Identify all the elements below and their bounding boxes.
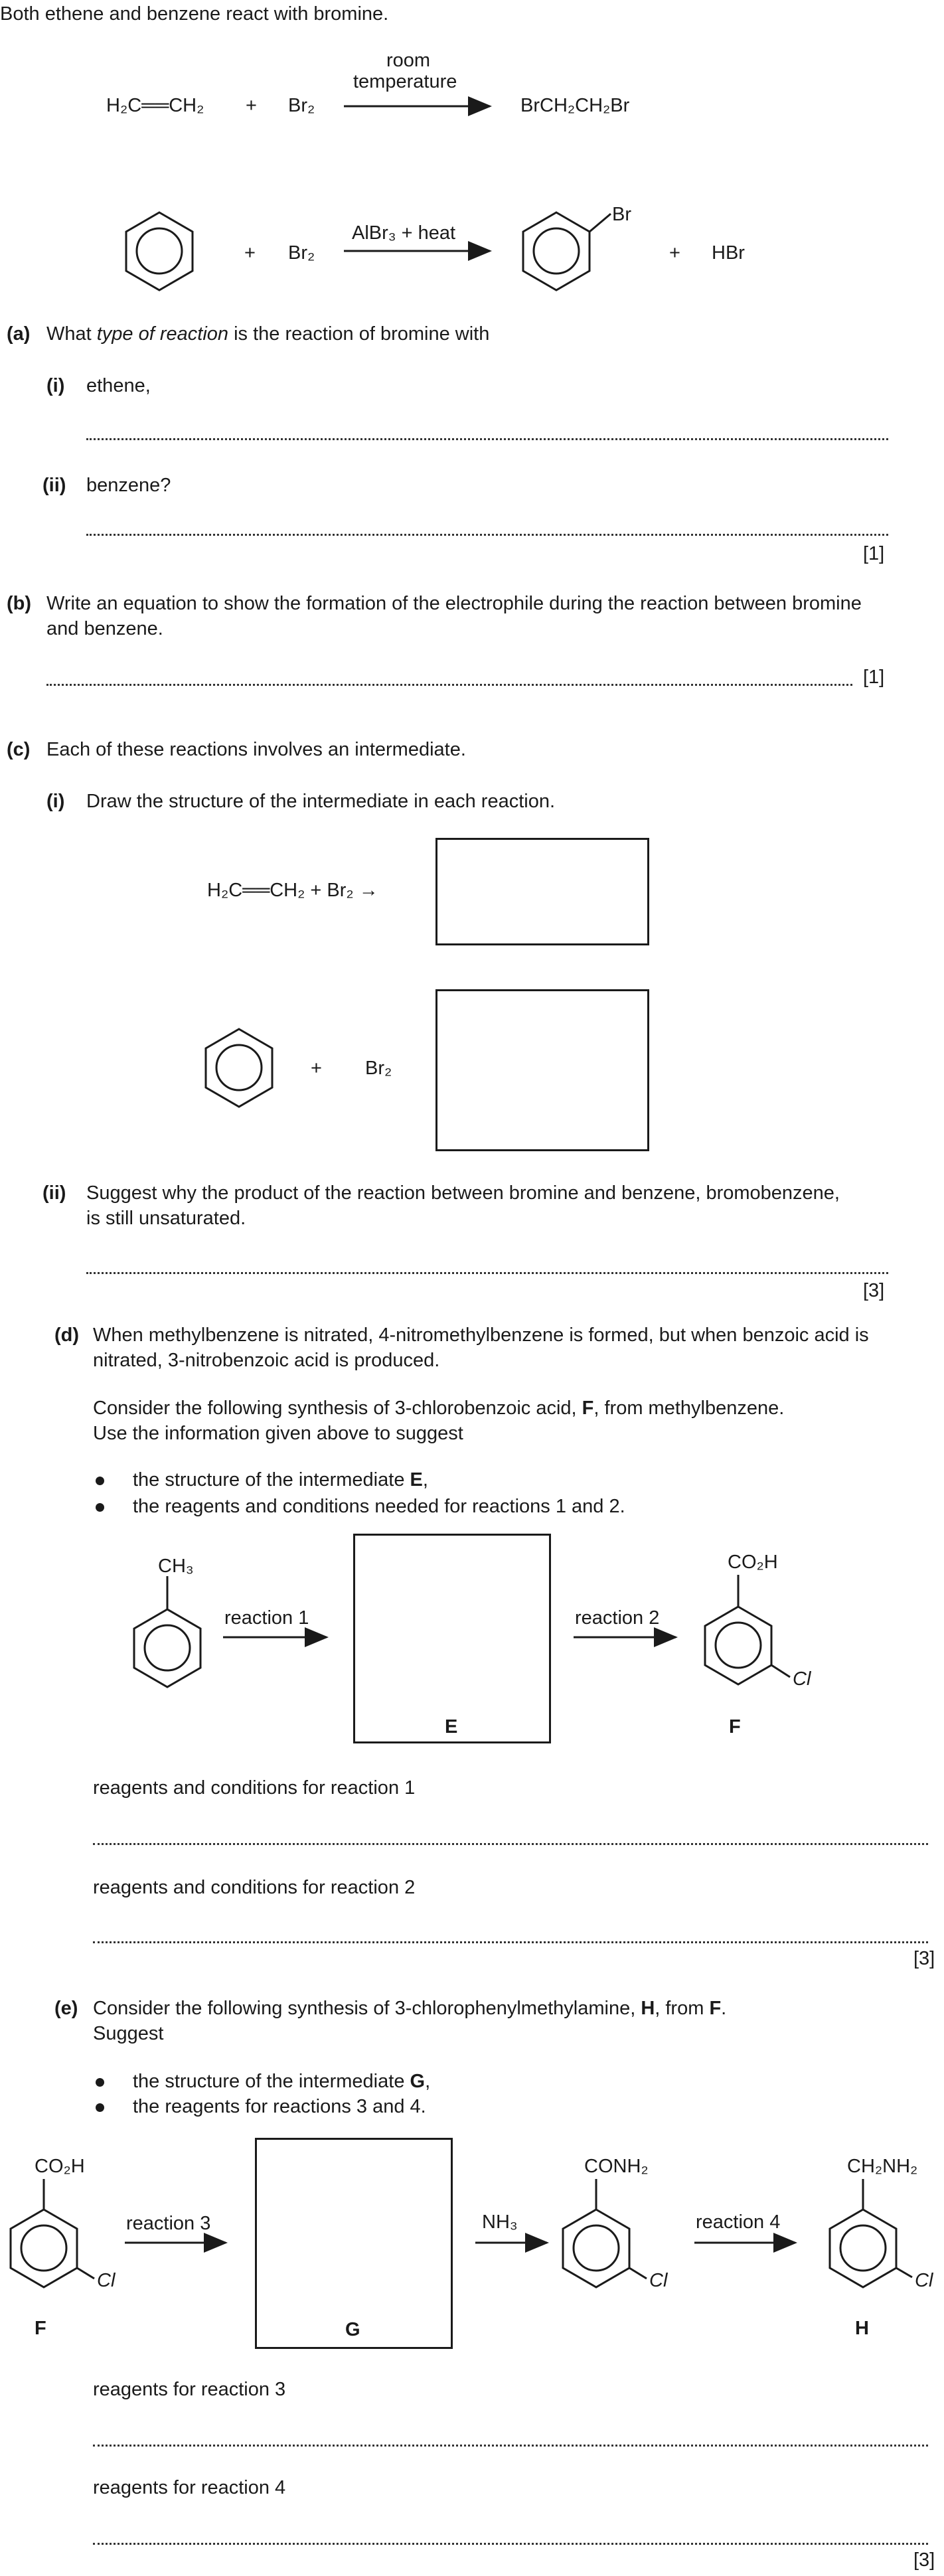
part-e-label: (e) (54, 1998, 78, 2019)
part-d-line4: Use the information given above to suggest (93, 1423, 463, 1444)
benzene-ring-eq2 (119, 210, 199, 296)
part-e-line2: Suggest (93, 2023, 164, 2044)
eq2-br-substituent: Br (612, 204, 631, 225)
reaction-1-arrow (223, 1635, 331, 1648)
part-a-i-label: (i) (46, 375, 65, 396)
intermediate-box-e[interactable] (353, 1534, 551, 1743)
eq1-product: BrCH₂CH₂Br (520, 95, 630, 116)
part-b-line1: Write an equation to show the formation of the electrophile during the reaction between bromine (46, 593, 862, 614)
reagents-1-label: reagents and conditions for reaction 1 (93, 1777, 416, 1799)
part-d-bullet1: the structure of the intermediate E, (133, 1469, 428, 1490)
eq2-arrow (344, 248, 491, 262)
reaction-1-label: reaction 1 (224, 1607, 309, 1629)
part-c-ii-line2: is still unsaturated. (86, 1208, 246, 1229)
reagents-3-label: reagents for reaction 3 (93, 2379, 286, 2400)
compound-f-e-label: F (35, 2318, 46, 2339)
methylbenzene-ch3: CH₃ (158, 1556, 194, 1577)
eq1-condition-room: room (386, 50, 431, 71)
part-a-i-text: ethene, (86, 375, 151, 396)
part-c-eq2-plus: + (311, 1058, 322, 1079)
reaction-2-label: reaction 2 (575, 1607, 660, 1629)
bullet-icon (96, 2078, 104, 2087)
part-b-marks: [1] (863, 667, 885, 688)
bullet-icon (96, 1477, 104, 1485)
part-a-label: (a) (7, 323, 31, 345)
part-e-bullet2: the reagents for reactions 3 and 4. (133, 2096, 426, 2117)
eq2-plus: + (244, 242, 256, 264)
part-c-marks: [3] (863, 1280, 885, 1301)
part-c-i-label: (i) (46, 791, 65, 812)
eq1-condition-temperature: temperature (353, 71, 457, 92)
intermediate-box-ethene[interactable] (435, 838, 649, 945)
reaction-3-arrow (125, 2240, 231, 2253)
part-c-text: Each of these reactions involves an intermediate. (46, 739, 466, 760)
part-c-eq2-bromine: Br₂ (365, 1058, 392, 1079)
box-e-label: E (445, 1716, 458, 1737)
part-a-ii-label: (ii) (42, 475, 66, 496)
chlorobenzoic-acid-ring (698, 1577, 805, 1690)
compound-h-label: H (855, 2318, 869, 2339)
reagents-4-label: reagents for reaction 4 (93, 2477, 286, 2498)
part-a-marks: [1] (863, 543, 885, 564)
eq2-condition: AlBr₃ + heat (352, 222, 456, 244)
part-c-eq1: H₂C══CH₂ + Br₂ → (207, 880, 378, 901)
reaction-2-arrow (574, 1635, 681, 1648)
answer-line-reaction-3[interactable] (93, 2445, 928, 2447)
part-c-label: (c) (7, 739, 31, 760)
amine-cl: Cl (915, 2270, 933, 2291)
part-b-label: (b) (7, 593, 32, 614)
box-g-label: G (345, 2319, 360, 2340)
compound-f-e-cl: Cl (97, 2270, 116, 2291)
part-d-marks: [3] (913, 1948, 935, 1969)
intermediate-box-benzene[interactable] (435, 989, 649, 1151)
part-d-line1: When methylbenzene is nitrated, 4-nitromethylbenzene is formed, but when benzoic acid is (93, 1325, 869, 1346)
eq1-arrow (344, 104, 491, 117)
answer-line-c-ii[interactable] (86, 1272, 888, 1274)
part-d-label: (d) (54, 1325, 80, 1346)
part-a-question: What type of reaction is the reaction of bromine with (46, 323, 490, 345)
eq1-ethene: H₂C══CH₂ (106, 95, 204, 116)
amine-ring (823, 2180, 929, 2293)
part-a-ii-text: benzene? (86, 475, 171, 496)
reaction-4-arrow (694, 2240, 801, 2253)
part-d-line3: Consider the following synthesis of 3-chlorobenzoic acid, F, from methylbenzene. (93, 1398, 785, 1419)
benzene-ring-c (199, 1026, 279, 1113)
part-b-line2: and benzene. (46, 618, 163, 639)
nh3-arrow (475, 2240, 552, 2253)
eq2-hbr: HBr (712, 242, 745, 264)
compound-f-e-ring (4, 2180, 110, 2293)
compound-f-cl: Cl (793, 1668, 811, 1690)
reaction-4-label: reaction 4 (696, 2212, 781, 2233)
compound-f-co2h: CO₂H (728, 1552, 778, 1573)
part-e-line1: Consider the following synthesis of 3-chlorophenylmethylamine, H, from F. (93, 1998, 727, 2019)
part-e-marks: [3] (913, 2549, 935, 2571)
nh3-label: NH₃ (482, 2212, 518, 2233)
part-c-ii-label: (ii) (42, 1182, 66, 1204)
eq2-bromine: Br₂ (288, 242, 315, 264)
answer-line-reaction-4[interactable] (93, 2543, 928, 2545)
amide-cl: Cl (649, 2270, 668, 2291)
answer-line-a-i[interactable] (86, 438, 888, 440)
part-d-line2: nitrated, 3-nitrobenzoic acid is produced. (93, 1350, 440, 1371)
reaction-3-label: reaction 3 (126, 2213, 211, 2234)
answer-line-reaction-1[interactable] (93, 1843, 928, 1845)
reagents-2-label: reagents and conditions for reaction 2 (93, 1877, 416, 1898)
amide-conh2: CONH₂ (584, 2156, 649, 2177)
intermediate-box-g[interactable] (255, 2138, 453, 2349)
eq2-plus2: + (669, 242, 680, 264)
compound-f-e-co2h: CO₂H (35, 2156, 85, 2177)
bullet-icon (96, 1503, 104, 1512)
answer-line-b[interactable] (46, 684, 852, 686)
eq1-bromine: Br₂ (288, 95, 315, 116)
bullet-icon (96, 2103, 104, 2112)
amine-ch2nh2: CH₂NH₂ (847, 2156, 918, 2177)
part-c-i-text: Draw the structure of the intermediate in each reaction. (86, 791, 556, 812)
answer-line-a-ii[interactable] (86, 534, 888, 536)
methylbenzene-ring (127, 1583, 207, 1689)
answer-line-reaction-2[interactable] (93, 1941, 928, 1943)
eq1-plus: + (246, 95, 257, 116)
intro-text: Both ethene and benzene react with bromine. (0, 3, 389, 25)
part-d-bullet2: the reagents and conditions needed for reactions 1 and 2. (133, 1496, 625, 1517)
part-e-bullet1: the structure of the intermediate G, (133, 2071, 431, 2092)
compound-f-label: F (729, 1716, 741, 1737)
amide-ring (556, 2180, 663, 2293)
part-c-ii-line1: Suggest why the product of the reaction between bromine and benzene, bromobenzene, (86, 1182, 840, 1204)
